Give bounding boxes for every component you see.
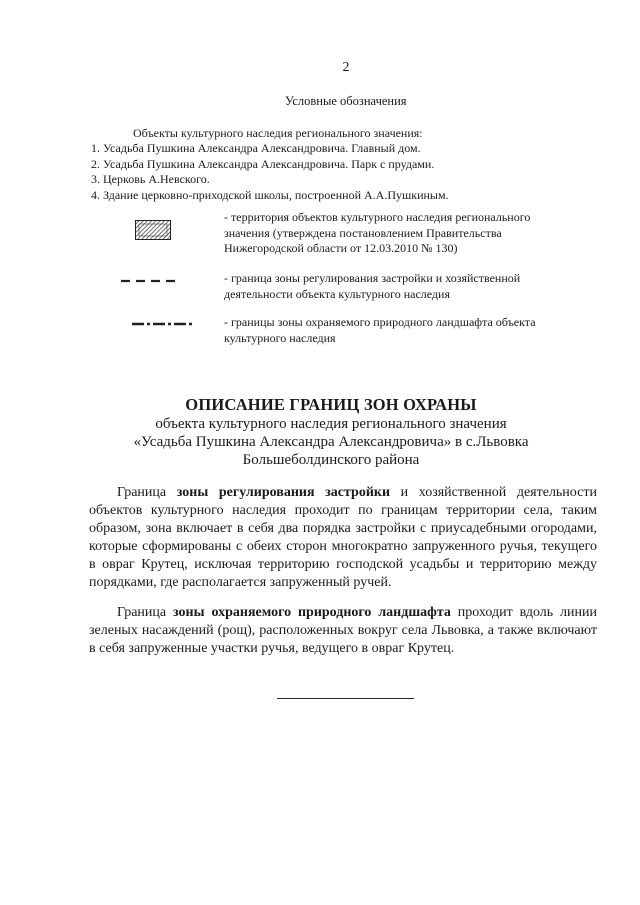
paragraph-text: Граница	[117, 605, 174, 620]
paragraph-emphasis: зоны регулирования застройки	[176, 485, 391, 500]
paragraph-text: и хозяйственной деятельности объектов культурного наследия проходит по границам территории села, таким образом, зона включает в себя два порядка застройки с приусадебными огородами, которые сформированы с обеих сторон многократно запруженного ручья, текущего в овраг Крутец, исключая территорию господской усадьбы и территорию между порядками, где располагается запруженный ручей.	[89, 485, 597, 590]
legend-line: - граница зоны регулирования застройки и хозяйственной	[224, 271, 521, 285]
objects-heading: Объекты культурного наследия регионального значения:	[133, 126, 423, 140]
body-paragraph	[89, 484, 597, 592]
legend-text	[224, 315, 584, 346]
dashed-line-icon	[121, 279, 177, 283]
legend-item-regulation-zone	[110, 271, 580, 305]
legend-symbol	[110, 315, 190, 335]
document-subtitle-line: Большеболдинского района	[242, 452, 420, 468]
body-paragraph	[89, 604, 597, 658]
objects-list	[91, 141, 449, 203]
end-divider	[277, 698, 414, 699]
legend-item-territory	[110, 210, 580, 262]
legend-symbol	[110, 271, 190, 291]
legend-text	[224, 210, 584, 257]
document-subtitle-line: объекта культурного наследия регионального значения	[155, 416, 507, 432]
object-item: 3. Церковь А.Невского.	[91, 172, 210, 186]
paragraph-text: Граница	[117, 485, 177, 500]
object-item: 1. Усадьба Пушкина Александра Александровича. Главный дом.	[91, 141, 421, 155]
legend-title: Условные обозначения	[285, 94, 407, 108]
legend-text	[224, 271, 584, 302]
legend-line: - территория объектов культурного наследия регионального	[224, 210, 531, 224]
hatched-area-icon	[135, 220, 171, 240]
legend-line: культурного наследия	[224, 330, 336, 345]
object-item: 2. Усадьба Пушкина Александра Александровича. Парк с прудами.	[91, 156, 435, 171]
object-item: 4. Здание церковно-приходской школы, построенной А.А.Пушкиным.	[91, 187, 449, 202]
legend-symbol	[110, 210, 190, 250]
document-title: ОПИСАНИЕ ГРАНИЦ ЗОН ОХРАНЫ	[185, 395, 477, 414]
page-number: 2	[342, 60, 350, 75]
legend-item-landscape-zone	[110, 315, 580, 349]
dash-dot-line-icon	[132, 321, 192, 327]
document-subtitle-line: «Усадьба Пушкина Александра Александровича» в с.Львовка	[133, 434, 529, 450]
legend-line: значения (утверждена постановлением Правительства	[224, 225, 502, 240]
legend-line: Нижегородской области от 12.03.2010 № 130)	[224, 241, 458, 255]
paragraph-text: проходит вдоль линии зеленых насаждений (рощ), расположенных вокруг села Львовка, а также включают в себя запруженные участки ручья, ведущего в овраг Крутец.	[89, 605, 598, 656]
legend-line: деятельности объекта культурного наследия	[224, 286, 450, 301]
paragraph-emphasis: зоны охраняемого природного ландшафта	[173, 605, 451, 620]
legend-line: - границы зоны охраняемого природного ландшафта объекта	[224, 315, 536, 329]
